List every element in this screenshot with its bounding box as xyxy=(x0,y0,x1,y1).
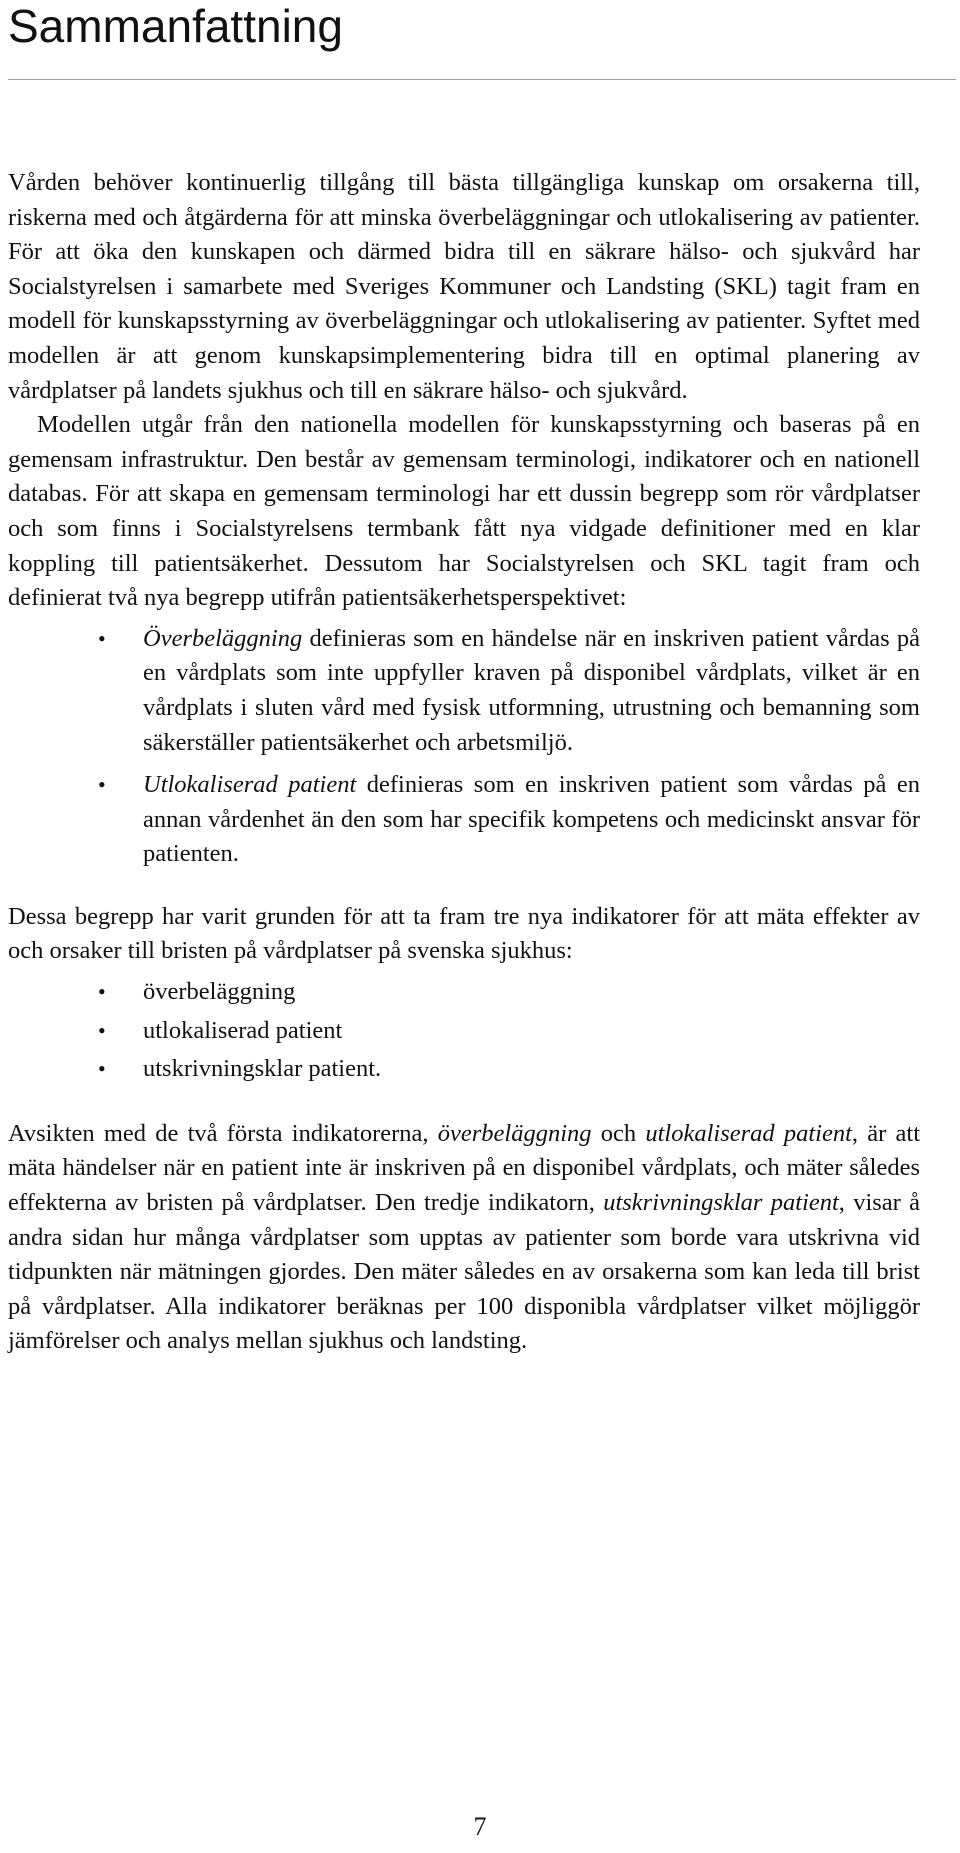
bullet-icon: • xyxy=(98,625,106,651)
page-number: 7 xyxy=(473,1812,487,1841)
indicator-label: utskrivningsklar patient. xyxy=(143,1055,382,1083)
indicator-label: utlokaliserad patient xyxy=(143,1016,343,1044)
purpose-term: utskrivningsklar patient xyxy=(603,1189,839,1217)
definition-item xyxy=(8,622,920,760)
indicators-intro-paragraph: Dessa begrepp har varit grunden för att ta fram tre nya indikatorer för att mäta effekter av och orsaker till bristen på vårdplatser på svenska sjukhus: xyxy=(8,902,920,965)
intro-paragraph-1: Vården behöver kontinuerlig tillgång till bästa tillgängliga kunskap om orsakerna till, riskerna med och åtgärderna för att minska överbeläggningar och utlokalisering av patienter. För att öka den kunskapen och därmed bidra till en säkrare hälso- och sjukvård har Socialstyrelsen i samarbete med Sveriges Kommuner och Landsting (SKL) tagit fram en modell för kunskapsstyrning av överbeläggningar och utlokalisering av patienter. Syftet med modellen är att genom kunskapsimplementering bidra till en optimal planering av vårdplatser på landets sjukhus och till en säkrare hälso- och sjukvård. xyxy=(8,169,920,404)
purpose-paragraph xyxy=(8,1117,920,1359)
purpose-text: Avsikten med de två första indikatorerna, xyxy=(8,1119,438,1147)
purpose-term: överbeläggning xyxy=(437,1119,592,1147)
definition-text: definieras som en händelse när en inskriven patient vårdas på en vårdplats som inte uppfyller kraven på disponibel vårdplats, vilket är en vårdplats i sluten vård med fysisk utformning, utrustning och bemanning som säkerställer patientsäkerhet och arbetsmiljö. xyxy=(143,624,920,756)
bullet-icon: • xyxy=(98,1056,106,1082)
spacer xyxy=(8,1091,920,1117)
definition-item xyxy=(8,768,920,872)
bullet-icon: • xyxy=(98,772,106,798)
purpose-text: , visar å andra sidan hur många vårdplatser som upptas av patienter som borde vara utskrivna vid tidpunkten när mätningen gjordes. Den mäter således en av orsakerna som kan leda till brist på vårdplatser. Alla indikatorer beräknas per 100 disponibla vårdplatser vilket möjliggör jämförelser och analys mellan sjukhus och landsting. xyxy=(8,1189,921,1355)
heading-divider xyxy=(8,79,956,80)
definition-term: Utlokaliserad patient xyxy=(143,771,357,799)
definition-term: Överbeläggning xyxy=(143,624,303,652)
definition-text: definieras som en inskriven patient som vårdas på en annan vårdenhet än den som har specifik kompetens och medicinskt ansvar för patienten. xyxy=(143,771,920,868)
purpose-term: utlokaliserad patient xyxy=(645,1119,852,1147)
indicator-list xyxy=(8,975,920,1087)
bullet-icon: • xyxy=(98,1017,106,1043)
indicator-item xyxy=(8,1052,920,1087)
definition-list xyxy=(8,622,920,872)
spacer xyxy=(8,872,920,900)
intro-paragraph-2: Modellen utgår från den nationella modellen för kunskapsstyrning och baseras på en gemensam infrastruktur. Den består av gemensam terminologi, indikatorer och en nationell databas. För att skapa en gemensam terminologi har ett dussin begrepp som rör vårdplatser och som finns i Socialstyrelsens termbank fått nya vidgade definitioner med en klar koppling till patientsäkerhet. Dessutom har Socialstyrelsen och SKL tagit fram och definierat två nya begrepp utifrån patientsäkerhetsperspektivet: xyxy=(8,411,920,612)
indicator-label: överbeläggning xyxy=(143,978,296,1006)
purpose-text: , är att mäta händelser när en patient inte är inskriven på en disponibel vårdplats, och mäter således effekterna av bristen på vårdplatser. Den tredje indikatorn, xyxy=(8,1119,920,1217)
purpose-text: och xyxy=(591,1119,646,1147)
bullet-icon: • xyxy=(98,979,106,1005)
indicator-item xyxy=(8,1014,920,1049)
indicator-item xyxy=(8,975,920,1010)
page-title: Sammanfattning xyxy=(8,0,343,52)
document-body xyxy=(8,166,920,1359)
